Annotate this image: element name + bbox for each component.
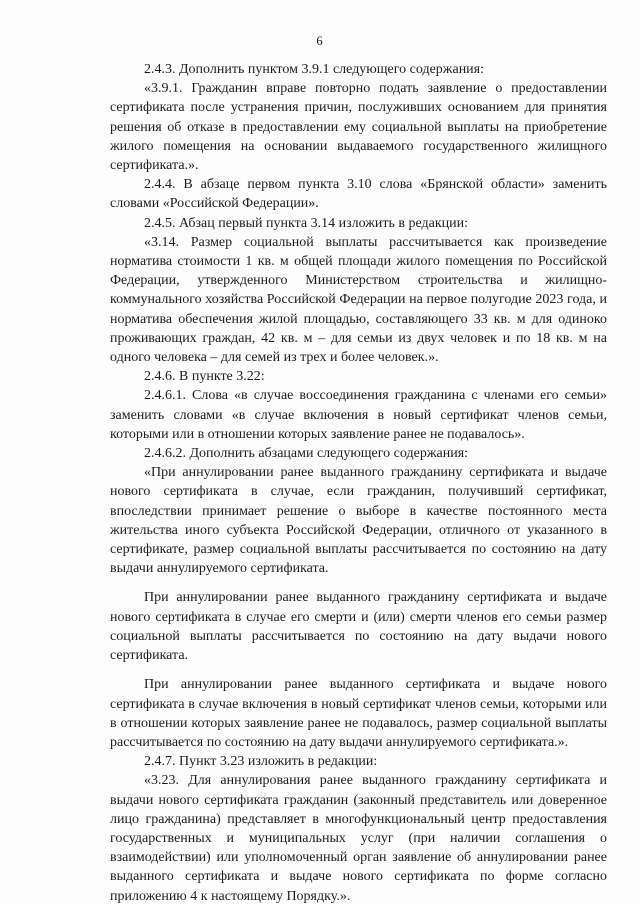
paragraph-3-14: «3.14. Размер социальной выплаты рассчитывается как произведение норматива стоимости 1 кв. м общей площади жилого помещения по Российской Федерации, утвержденного Министерством строительства и жилищно-коммунального хозяйства Российской Федерации на первое полугодие 2023 года, и норматива обеспечения жилой площадью, составляющего 33 кв. м для одиноко проживающих граждан, 42 кв. м – для семьи из двух человек и по 18 кв. м на одного человека – для семей из трех и более человек.». <box>110 234 607 366</box>
paragraph-3-23: «3.23. Для аннулирования ранее выданного гражданину сертификата и выдачи нового сертификата гражданин (законный представитель или доверенное лицо гражданина) представляет в многофункциональный центр предоставления государственных и муниципальных услуг (при наличии соглашения о взаимодействии) или уполномоченный орган заявление об аннулировании ранее выданного сертификата и выдаче нового сертификата по форме согласно приложению 4 к настоящему Порядку.». <box>110 773 607 904</box>
paragraph-2-4-3: 2.4.3. Дополнить пунктом 3.9.1 следующего содержания: <box>144 62 485 77</box>
paragraph-2-4-6-2: 2.4.6.2. Дополнить абзацами следующего содержания: <box>144 446 469 462</box>
paragraph-annulment-relocation: «При аннулировании ранее выданного гражданину сертификата и выдаче нового сертификата в случае, если гражданин, получивший сертификат, впоследствии принимает решение о выборе в качестве постоянного места жительства иного субъекта Российской Федерации, отличного от указанного в сертификате, размер социальной выплаты рассчитывается по состоянию на дату выдачи аннулируемого сертификата. <box>110 465 607 577</box>
paragraph-2-4-6-1: 2.4.6.1. Слова «в случае воссоединения гражданина с членами его семьи» заменить словами «в случае включения в новый сертификат членов семьи, которыми или в отношении которых заявление ранее не подавалось». <box>110 388 607 442</box>
paragraph-annulment-death: При аннулировании ранее выданного гражданину сертификата и выдаче нового сертификата в случае его смерти и (или) смерти членов его семьи размер социальной выплаты рассчитывается по состоянию на дату выдачи нового сертификата. <box>110 590 607 664</box>
paragraph-annulment-inclusion: При аннулировании ранее выданного сертификата и выдаче нового сертификата в случае включения в новый сертификат членов семьи, которыми или в отношении которых заявление ранее не подавалось, размер социальной выплаты рассчитывается по состоянию на дату выдачи аннулируемого сертификата.». <box>110 677 607 750</box>
paragraph-2-4-4: 2.4.4. В абзаце первом пункта 3.10 слова «Брянской области» заменить словами «Российской Федерации». <box>110 177 607 212</box>
paragraph-3-9-1: «3.9.1. Гражданин вправе повторно подать заявление о предоставлении сертификата после устранения причин, послуживших основанием для принятия решения об отказе в предоставлении ему социальной выплаты на приобретение жилого помещения на основании выдаваемого государственного жилищного сертификата.». <box>110 81 607 174</box>
document-body <box>110 60 607 906</box>
page-number: 6 <box>316 34 323 48</box>
paragraph-2-4-7: 2.4.7. Пункт 3.23 изложить в редакции: <box>144 754 378 770</box>
paragraph-2-4-6: 2.4.6. В пункте 3.22: <box>144 369 265 385</box>
paragraph-2-4-5: 2.4.5. Абзац первый пункта 3.14 изложить в редакции: <box>144 215 469 231</box>
